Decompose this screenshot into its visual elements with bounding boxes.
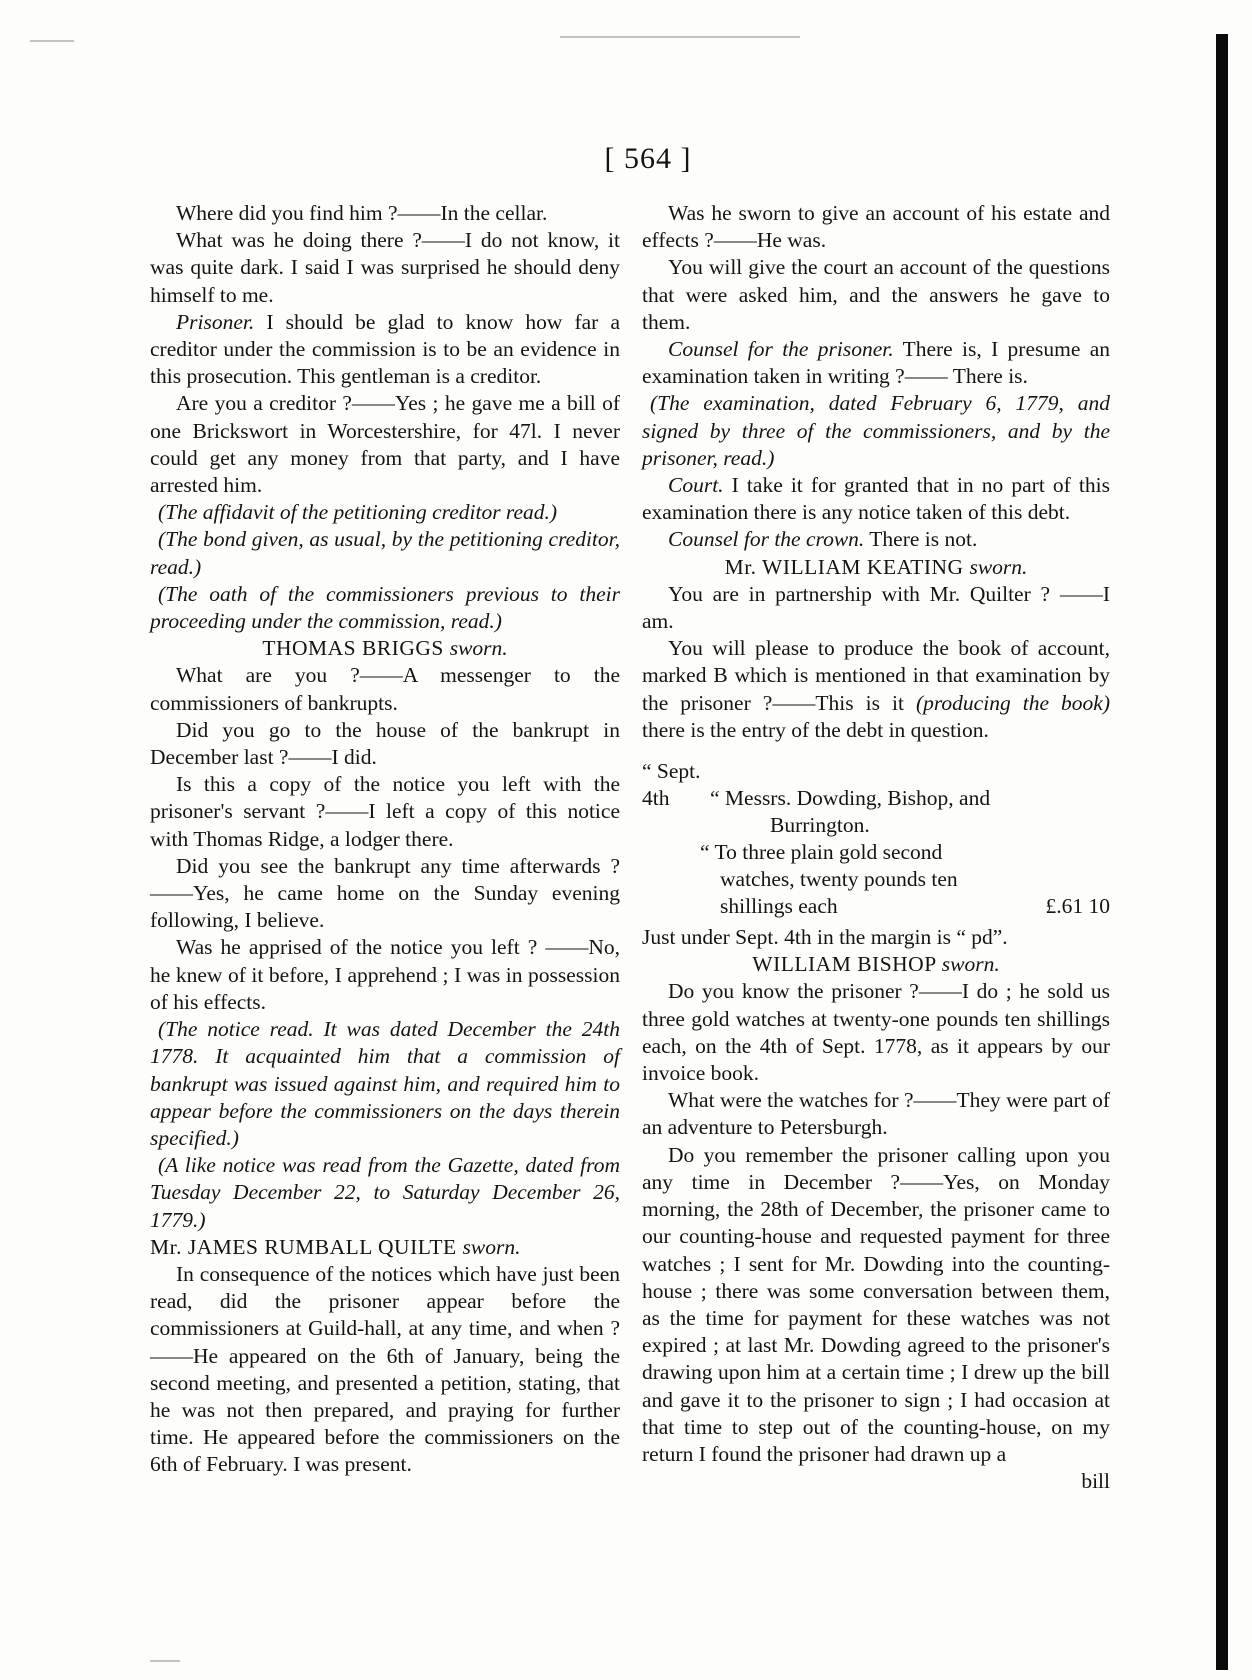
paragraph: Just under Sept. 4th in the margin is “ pd”.: [642, 925, 1008, 950]
paragraph: [150, 309, 620, 391]
paragraph: Do you know the prisoner ?——I do ; he sold us three gold watches at twenty-one pounds ten shillings each, on the 4th of Sept. 1778, as it appears by our invoice book.: [642, 979, 1110, 1086]
right-column: [642, 200, 1110, 1495]
paragraph: In consequence of the notices which have just been read, did the prisoner appear before the commissioners at Guild-hall, at any time, and when ?——He appeared on the 6th of January, being the second meeting, and presented a petition, stating, that he was not then prepared, and praying for further time. He appeared before the commissioners on the 6th of February. I was present.: [150, 1261, 620, 1477]
paragraph: Are you a creditor ?——Yes ; he gave me a bill of one Brickswort in Worcestershire, for 47l. I never could get any money from that party, and I have arrested him.: [150, 391, 620, 498]
ledger-entry: [642, 752, 1110, 919]
entry-line: shillings each: [720, 894, 838, 919]
witness-heading: [642, 554, 1110, 581]
paragraph: Did you go to the house of the bankrupt in December last ?——I did.: [150, 717, 620, 770]
paragraph: Do you remember the prisoner calling upon you any time in December ?——Yes, on Monday morning, the 28th of December, the prisoner came to our counting-house and requested payment for three watches ; I sent for Mr. Dowding into the counting-house ; there was some conversation between them, as the time for payment for these watches was not expired ; at last Mr. Dowding agreed to the prisoner's drawing upon him at a certain time ; I drew up the bill and gave it to the prisoner to sign ; I had occasion at that time to step out of the counting-house, on my return I found the prisoner had drawn up a: [642, 1142, 1110, 1466]
court-note: (The oath of the commissioners previous to their proceeding under the commission, read.): [150, 581, 620, 634]
sworn-label: sworn.: [462, 1234, 521, 1259]
speech-text: I should be glad to know how far a creditor under the commission is to be an evidence in this prosecution. This gentleman is a creditor.: [150, 309, 620, 389]
speech-text: There is, I presume an examination taken in writing ?—— There is.: [642, 337, 1110, 389]
entry-amount: £.61 10: [1045, 894, 1110, 919]
court-note: (The notice read. It was dated December the 24th 1778. It acquainted him that a commission of bankrupt was issued against him, and required him to appear before the commissioners on the days therein specified.): [150, 1017, 620, 1150]
entry-line: “ Messrs. Dowding, Bishop, and: [710, 786, 991, 811]
court-note: (The examination, dated February 6, 1779, and signed by three of the commissioners, and by the prisoner, read.): [642, 391, 1110, 470]
speaker-label: Counsel for the crown.: [668, 527, 865, 552]
entry-month: “ Sept.: [642, 759, 701, 784]
paragraph: [642, 472, 1110, 526]
paragraph: [642, 635, 1110, 744]
paragraph: [642, 526, 1110, 553]
paragraph: Was he sworn to give an account of his estate and effects ?——He was.: [642, 201, 1110, 253]
court-note: (A like notice was read from the Gazette, dated from Tuesday December 22, to Saturday December 26, 1779.): [150, 1153, 620, 1232]
paragraph: Did you see the bankrupt any time afterwards ?——Yes, he came home on the Sunday evening following, I believe.: [150, 853, 620, 933]
paragraph: What was he doing there ?——I do not know, it was quite dark. I said I was surprised he should deny himself to me.: [150, 228, 620, 307]
paragraph: What were the watches for ?——They were part of an adventure to Petersburgh.: [642, 1088, 1110, 1140]
catchword: bill: [1081, 1469, 1110, 1494]
page-edge-shadow: [1216, 34, 1228, 1670]
scan-speck: [150, 1660, 180, 1662]
entry-line: Burrington.: [770, 813, 870, 838]
speech-text: You will please to produce the book of account, marked B which is mentioned in that examination by the prisoner ?——This is it: [642, 636, 1110, 715]
court-note: (The bond given, as usual, by the petitioning creditor, read.): [150, 527, 620, 579]
sworn-label: sworn.: [969, 554, 1028, 579]
witness-name: Mr. JAMES RUMBALL QUILTE: [150, 1234, 457, 1259]
paragraph: Where did you find him ?——In the cellar.: [176, 201, 548, 225]
speech-text: There is not.: [864, 527, 978, 552]
speech-text: there is the entry of the debt in question.: [642, 717, 989, 742]
speaker-label: Prisoner.: [176, 309, 255, 334]
court-note: (The affidavit of the petitioning creditor read.): [158, 500, 558, 525]
page-number: [ 564 ]: [604, 142, 692, 175]
paragraph: Is this a copy of the notice you left with the prisoner's servant ?——I left a copy of this notice with Thomas Ridge, a lodger there.: [150, 772, 620, 851]
paragraph: What are you ?——A messenger to the commissioners of bankrupts.: [150, 663, 620, 715]
left-column: [150, 200, 620, 1479]
paragraph: You will give the court an account of the questions that were asked him, and the answers he gave to them.: [642, 255, 1110, 334]
sworn-label: sworn.: [941, 952, 1000, 977]
speaker-label: Counsel for the prisoner.: [668, 337, 894, 362]
witness-heading: [150, 1234, 620, 1261]
scan-speck: [560, 36, 800, 38]
witness-heading: [150, 635, 620, 662]
witness-name: WILLIAM BISHOP: [752, 952, 936, 977]
paragraph: Was he apprised of the notice you left ? ——No, he knew of it before, I apprehend ; I was in possession of his effects.: [150, 935, 620, 1014]
witness-name: Mr. WILLIAM KEATING: [724, 554, 964, 579]
entry-line: watches, twenty pounds ten: [720, 867, 958, 892]
speech-text: I take it for granted that in no part of this examination there is any notice taken of this debt.: [642, 473, 1110, 525]
speaker-label: Court.: [668, 473, 724, 498]
sworn-label: sworn.: [449, 636, 508, 661]
scan-speck: [30, 40, 74, 42]
witness-name: THOMAS BRIGGS: [262, 636, 444, 661]
entry-day: 4th: [642, 786, 670, 811]
witness-heading: [642, 951, 1110, 978]
stage-direction: (producing the book): [915, 690, 1110, 715]
entry-line: “ To three plain gold second: [700, 840, 943, 865]
paragraph: [642, 336, 1110, 390]
paragraph: You are in partnership with Mr. Quilter ? ——I am.: [642, 581, 1110, 634]
